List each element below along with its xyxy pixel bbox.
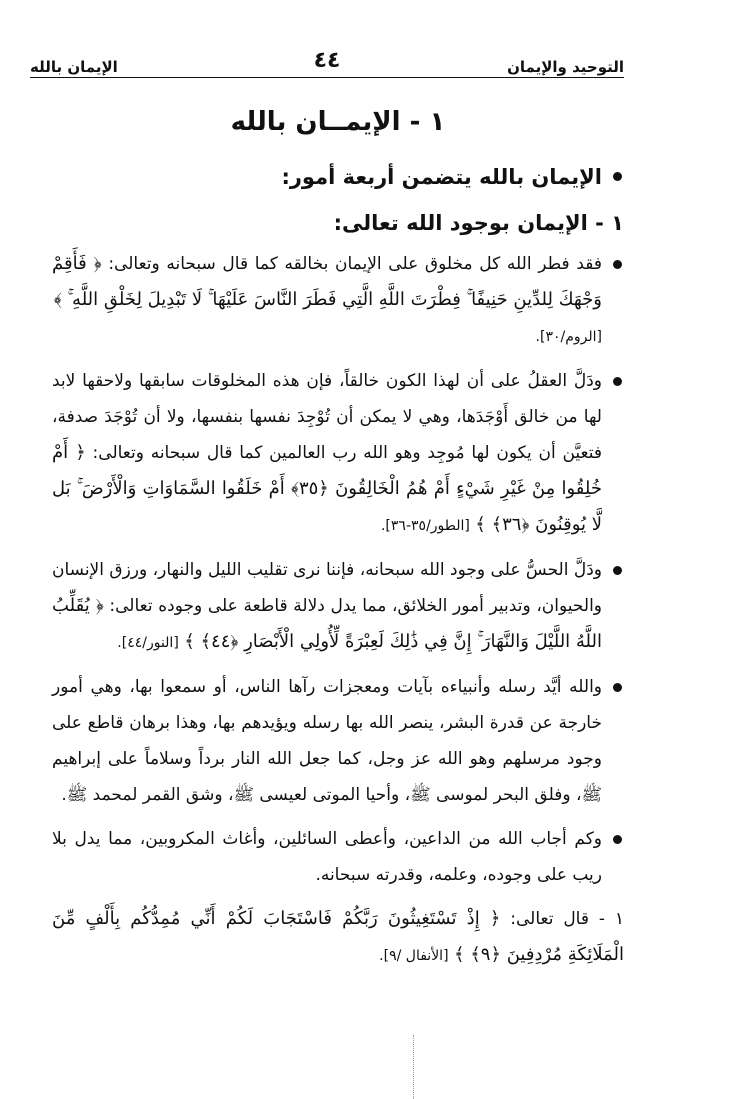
verse-reference: [الطور/٣٥-٣٦].: [380, 518, 470, 534]
quran-verse: ﴿ إِذْ تَسْتَغِيثُونَ رَبَّكُمْ فَاسْتَجَابَ لَكُمْ أَنِّي مُمِدُّكُم بِأَلْفٍ مِّنَ الْمَلَائِكَةِ مُرْدِفِينَ ﴿٩﴾ ﴾: [52, 908, 624, 965]
bullet-icon: [613, 835, 622, 844]
bullet-icon: [613, 377, 622, 386]
paragraph-text: والله أيَّد رسله وأنبياءه بآيات ومعجزات رآها الناس، أو سمعوا بها، وهي أمور خارجة عن قدرة البشر، ينصر الله بها رسله ويؤيدهم بها، وهذا برهان قاطع على وجود مرسلهم وهو الله عز وجل، كما جعل الله النار برداً وسلاماً على إبراهيم ﷺ، وفلق البحر لموسى ﷺ، وأحيا الموتى لعيسى ﷺ، وشق القمر لمحمد ﷺ.: [52, 677, 602, 805]
verse-reference: [الروم/٣٠].: [535, 329, 602, 345]
bullet-icon: [613, 683, 622, 692]
paragraph-text: فقد فطر الله كل مخلوق على الإيمان بخالقه كما قال سبحانه وتعالى:: [108, 254, 602, 274]
quran-verse: ﴿ يُقَلِّبُ اللَّهُ اللَّيْلَ وَالنَّهَارَ ۚ إِنَّ فِي ذَٰلِكَ لَعِبْرَةً لِّأُولِي الْأَبْصَارِ ﴿٤٤﴾ ﴾: [52, 595, 602, 652]
page-header: [30, 48, 624, 78]
paragraph-text: ودَلَّ العقلُ على أن لهذا الكون خالقاً، فإن هذه المخلوقات سابقها ولاحقها لابد لها من خالق أَوْجَدَها، وهي لا يمكن أن تُوْجِدَ نفسها بنفسها، ولا أن تُوْجَدَ صدفة، فتعيَّن أن يكون لها مُوجِد وهو الله رب العالمين كما قال سبحانه وتعالى:: [52, 371, 602, 463]
section-heading: ١ - الإيمان بوجود الله تعالى:: [333, 211, 624, 235]
chapter-title: ١ - الإيمــان بالله: [230, 107, 446, 137]
paragraph-text: ودَلَّ الحسُّ على وجود الله سبحانه، فإننا نرى تقليب الليل والنهار، ورزق الإنسان والحيوان، وتدبير أمور الخلائق، مما يدل دلالة قاطعة على وجوده تعالى:: [52, 560, 603, 616]
page-number: ٤٤: [313, 48, 341, 73]
paragraph-miracles: [52, 669, 624, 813]
page-body: [52, 92, 624, 980]
header-chapter-title: الإيمان بالله: [30, 58, 118, 76]
paragraph-text: وكم أجاب الله من الداعين، وأعطى السائلين، وأغاث المكروبين، مما يدل بلا ريب على وجوده، وعلمه، وقدرته سبحانه.: [52, 829, 602, 885]
scan-fold-line: [413, 1035, 414, 1099]
verse-reference: [النور/٤٤].: [117, 635, 179, 651]
bullet-icon: [613, 172, 622, 181]
quran-verse: ﴿ فَأَقِمْ وَجْهَكَ لِلدِّينِ حَنِيفًا ۚ فِطْرَتَ اللَّهِ الَّتِي فَطَرَ النَّاسَ عَلَيْهَا ۚ لَا تَبْدِيلَ لِخَلْقِ اللَّهِ ۚ ﴾: [52, 253, 602, 310]
numbered-example: [52, 901, 624, 974]
bullet-icon: [613, 260, 622, 269]
quran-verse: ﴿ أَمْ خُلِقُوا مِنْ غَيْرِ شَيْءٍ أَمْ هُمُ الْخَالِقُونَ ﴿٣٥﴾ أَمْ خَلَقُوا السَّمَاوَاتِ وَالْأَرْضَ ۚ بَل لَّا يُوقِنُونَ ﴿٣٦﴾ ﴾: [52, 442, 602, 535]
example-label: ١ - قال تعالى:: [510, 909, 624, 929]
header-book-title: التوحيد والإيمان: [507, 58, 624, 76]
paragraph-senses: [52, 552, 624, 661]
intro-text: الإيمان بالله يتضمن أربعة أمور:: [281, 165, 602, 189]
verse-reference: [الأنفال /٩].: [379, 948, 449, 964]
intro-heading: [52, 158, 624, 196]
paragraph-fitra: [52, 246, 624, 355]
paragraph-reason: [52, 363, 624, 544]
paragraph-answered-prayers: [52, 821, 624, 893]
bullet-icon: [613, 566, 622, 575]
